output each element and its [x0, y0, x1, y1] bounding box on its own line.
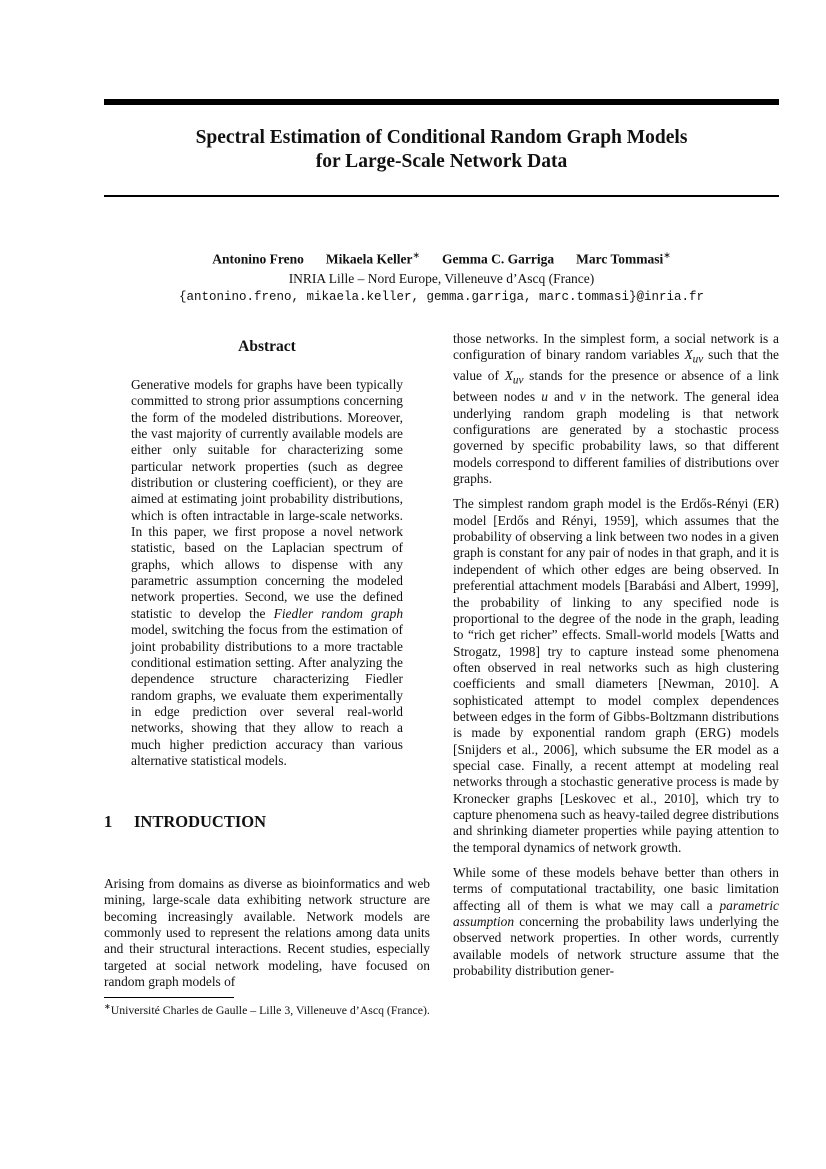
- p1-var-x2: X: [504, 368, 513, 384]
- section-title: INTRODUCTION: [134, 812, 267, 831]
- right-paragraph-1: [453, 331, 779, 487]
- author-2-footnote-mark: ∗: [412, 250, 421, 260]
- p1-text-a: those networks. In the simplest form, a social network is a configuration of binary random variables: [453, 331, 779, 363]
- top-thick-rule: [104, 99, 779, 105]
- p3-italic-term: parametric assumption: [453, 897, 779, 930]
- author-2: Mikaela Keller: [325, 251, 413, 267]
- author-names: [104, 246, 779, 269]
- p3-text-b: concerning the probability laws underlying the observed network properties. In other words, currently available models of network structure assume that the probability distribution gener-: [453, 914, 779, 979]
- right-paragraph-2: The simplest random graph model is the Erdős-Rényi (ER) model [Erdős and Rényi, 1959], which assumes that the probability of observing a link between two nodes in a given graph is constant for any pair of nodes in that graph, and it is independent of which other edges are being observed. In preferential attachment models [Barabási and Albert, 1999], the probability of linking to any specified node is proportional to the degree of the node in the graph, leading to “rich get richer” effects. Small-world models [Watts and Strogatz, 1998] try to capture instead some phenomena often observed in real networks such as high clustering coefficients and small diameters [Newman, 2010]. A sophisticated attempt to model complex dependences between edges in the form of Gibbs-Boltzmann distributions is made by exponential random graph (ERG) models [Snijders et al., 2006], which subsume the ER model as a special case. Finally, a recent attempt at modeling real networks through a stochastic generative process is made by Kronecker graphs [Leskovec et al., 2010], which try to capture phenomena such as heavy-tailed degree distributions and shrinking diameter properties while paying attention to the temporal dynamics of network growth.: [453, 496, 779, 855]
- author-4: Marc Tommasi: [576, 251, 664, 267]
- p1-text-c: stands for the presence or absence of a link between nodes: [453, 368, 779, 405]
- author-emails: {antonino.freno, mikaela.keller, gemma.garriga, marc.tommasi}@inria.fr: [178, 289, 705, 304]
- title-bottom-rule: [104, 195, 779, 197]
- section-heading: [104, 812, 266, 832]
- abstract-text-part-2: model, switching the focus from the estimation of joint probability distributions to a more tractable conditional estimation setting. After analyzing the dependence structure characterizing Fiedler random graphs, we evaluate them experimentally in edge prediction over several real-world networks, showing that they allow to reach a much higher prediction accuracy than various alternative statistical models.: [131, 622, 403, 768]
- author-4-footnote-mark: ∗: [663, 250, 671, 260]
- footnote-mark: ∗: [104, 1002, 111, 1011]
- p1-text-e: in the network. The general idea underlying random graph modeling is that network configurations are generated by a stochastic process governed by specific probability laws, so that different models correspond to different families of distributions over graphs.: [453, 389, 780, 487]
- author-3: Gemma C. Garriga: [442, 251, 555, 267]
- p1-var-v: v: [579, 389, 586, 405]
- abstract-text-part-1: Generative models for graphs have been typically committed to strong prior assumptions concerning the form of the modeled distributions. Moreover, the vast majority of currently available models are either only suitable for characterizing some particular network properties (such as degree distribution or clustering coefficient), or they are aimed at estimating joint probability distributions, which is often intractable in large-scale networks. In this paper, we first propose a novel network statistic, based on the Laplacian spectrum of graphs, which allows to dispense with any parametric assumption concerning the modeled network properties. Second, we use the defined statistic to develop the: [131, 377, 403, 621]
- title-line-2: for Large-Scale Network Data: [315, 151, 568, 172]
- title-line-1: Spectral Estimation of Conditional Random Graph Models: [195, 127, 688, 148]
- p1-var-u: u: [541, 389, 548, 405]
- author-1: Antonino Freno: [212, 251, 304, 267]
- intro-text: Arising from domains as diverse as bioinformatics and web mining, large-scale data exhibiting network structure are becoming increasingly available. Network models are commonly used to represent the relations among data units and their structural interactions. Recent studies, especially targeted at social network modeling, have focused on random graph models of: [104, 876, 430, 990]
- abstract-italic-term: Fiedler random graph: [273, 605, 404, 621]
- p1-sub-2: uv: [512, 375, 524, 388]
- footnote-rule: [104, 997, 234, 998]
- paper-title: [104, 126, 779, 174]
- p1-sub-1: uv: [692, 354, 704, 367]
- p3-text-a: While some of these models behave better than others in terms of computational tractability, one basic limitation affecting all of them is what we may call a: [453, 865, 779, 913]
- section-number: 1: [104, 812, 113, 831]
- right-column: [453, 331, 779, 988]
- abstract-text: [131, 377, 403, 769]
- p1-text-b: such that the value of: [453, 347, 780, 384]
- abstract-heading: Abstract: [238, 338, 296, 355]
- author-block: [104, 246, 779, 307]
- footnote: [104, 1000, 430, 1017]
- p1-text-d: and: [547, 389, 580, 405]
- affiliation: INRIA Lille – Nord Europe, Villeneuve d’Ascq (France): [288, 270, 595, 286]
- right-paragraph-3: [453, 865, 779, 979]
- p1-var-x1: X: [684, 347, 693, 363]
- intro-paragraph-left: [104, 876, 430, 999]
- footnote-text: Université Charles de Gaulle – Lille 3, Villeneuve d’Ascq (France).: [110, 1002, 430, 1017]
